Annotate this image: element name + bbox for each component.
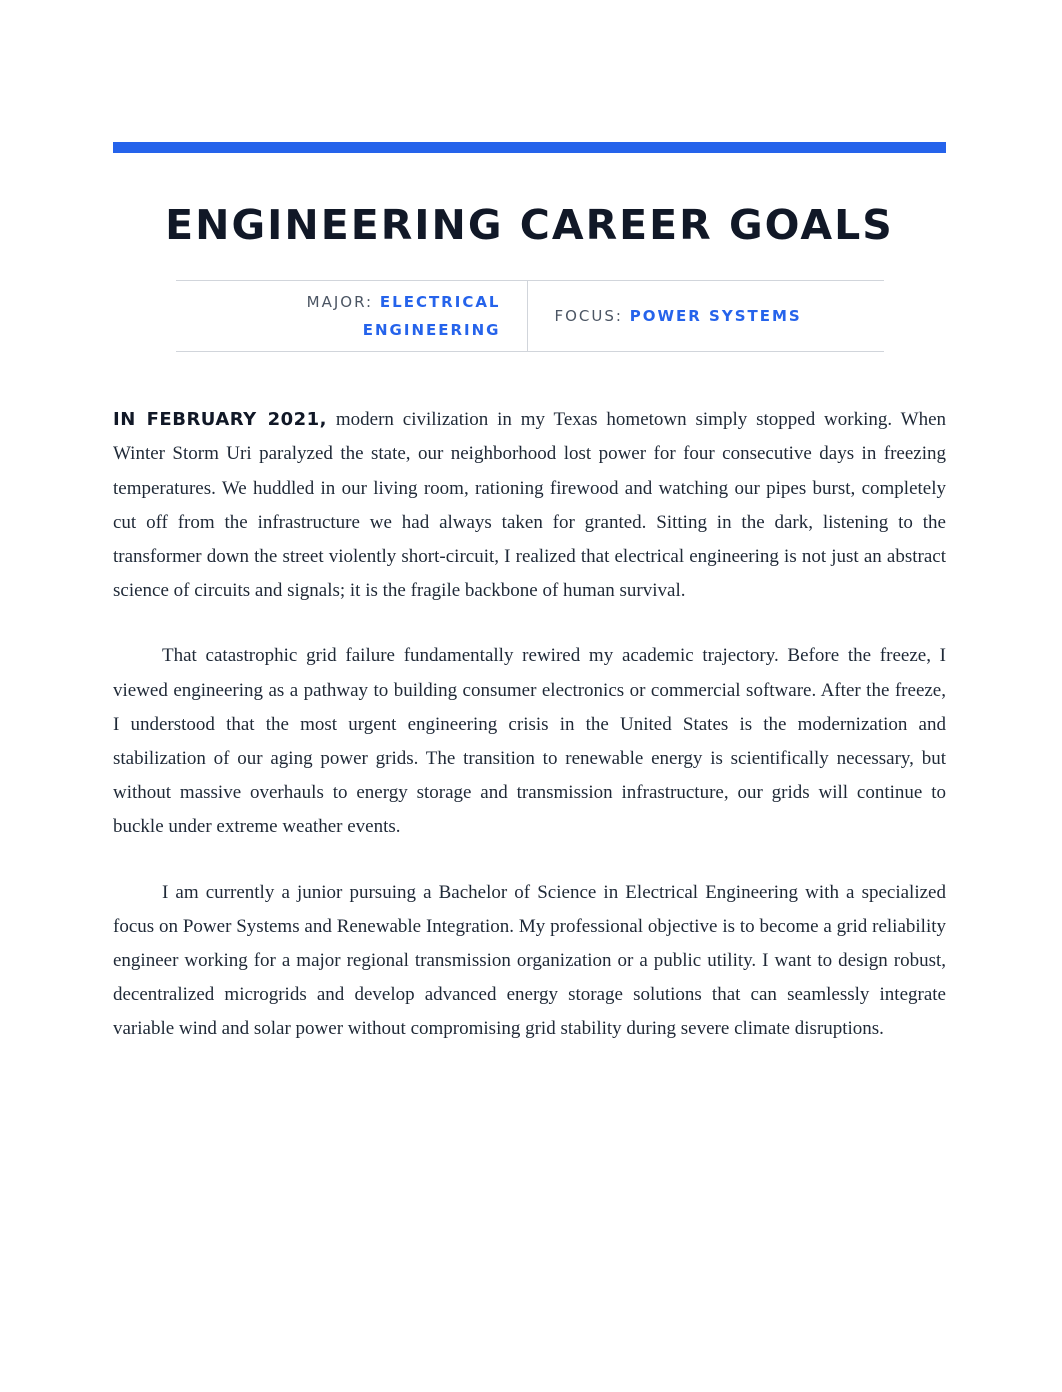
paragraph-1-text: modern civilization in my Texas hometown simply stopped working. When Winter Storm Uri paralyzed the state, our neighborhood lost power for four consecutive days in freezing temperatures. We huddled in our living room, rationing firewood and watching our pipes burst, completely cut off from the infrastructure we had always taken for granted. Sitting in the dark, listening to the transformer down the street violently short-circuit, I realized that electrical engineering is not just an abstract science of circuits and signals; it is the fragile backbone of human survival. xyxy=(113,409,947,602)
paragraph-3: I am currently a junior pursuing a Bachelor of Science in Electrical Engineering with a specialized focus on Power Systems and Renewable Integration. My professional objective is to become a grid reliability engineer working for a major regional transmission organization or a public utility. I want to design robust, decentralized microgrids and develop advanced energy storage solutions that can seamlessly integrate variable wind and solar power without compromising grid stability during severe climate disruptions. xyxy=(113,881,946,1040)
paragraph-1 xyxy=(113,403,946,608)
focus-label: FOCUS: xyxy=(554,307,623,326)
major-cell xyxy=(176,281,528,351)
major-value: ELECTRICAL ENGINEERING xyxy=(362,293,501,340)
major-label: MAJOR: xyxy=(306,293,374,312)
document-page xyxy=(113,142,946,1078)
focus-value: POWER SYSTEMS xyxy=(629,307,802,326)
paragraph-2: That catastrophic grid failure fundamentally rewired my academic trajectory. Before the freeze, I viewed engineering as a pathway to building consumer electronics or commercial software. After the freeze, I understood that the most urgent engineering crisis in the United States is the modernization and stabilization of our aging power grids. The transition to renewable energy is scientifically necessary, but without massive overhauls to energy storage and transmission infrastructure, our grids will continue to buckle under extreme weather events. xyxy=(113,645,946,838)
accent-bar xyxy=(113,142,946,153)
lead-in: IN FEBRUARY 2021, xyxy=(113,409,328,431)
focus-cell xyxy=(528,281,884,351)
meta-info-bar xyxy=(176,280,884,352)
page-title: ENGINEERING CAREER GOALS xyxy=(165,201,894,249)
essay-body xyxy=(113,403,946,1046)
